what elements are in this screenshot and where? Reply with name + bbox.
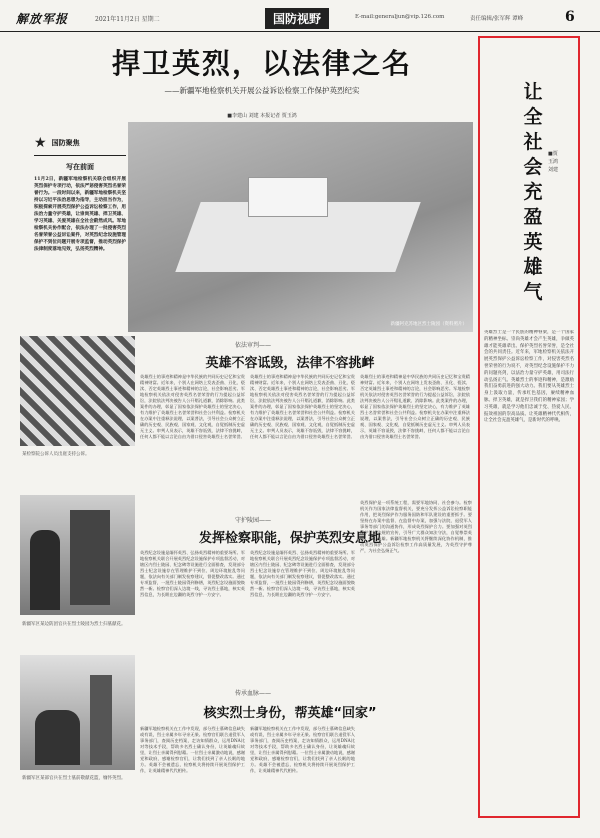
commentary-title: 让全社会充盈英雄气: [523, 81, 543, 303]
story2-body-col1: 英烈纪念设施是缅怀英烈、弘扬英烈精神的重要场所。军地检察机关联合开展英烈纪念设施保护专项监督活动，对辖区内烈士陵园、纪念碑等设施进行全面排查，发现部分烈士纪念设施存在管理维护不到位、周边环境脏乱等问题，依法向有关部门制发检察建议，督促整改落实。通过专项监督，一批烈士陵园得到修缮，英烈纪念设施面貌焕然一新。检察官们深入边境一线，寻访烈士墓地，核实英烈信息，为长眠在边疆的英烈守护一方安宁。: [140, 550, 245, 597]
monument: [90, 675, 112, 765]
commentary-body: 英雄烈士是一个民族的精神脊梁，是一个国家的精神坐标。崇尚英雄才会产生英雄，争做英雄才能英雄辈出。保护英烈名誉荣誉，是全社会的共同责任。近年来，军地检察机关依法开展英烈保护公益诉讼检察工作，对侵害英烈名誉荣誉的行为说不，对英烈纪念设施保护不力的问题亮剑，以法治力量守护英雄，用司法行动弘扬正气。英雄烈士的事迹和精神，是激励我们奋勇前进的强大动力。我们要从英雄烈士身上汲取力量，传承红色基因，赓续精神血脉。捍卫英雄，就是捍卫我们的精神家园；学习英雄，就是学习他们忠诚于党、热爱人民、报效祖国的崇高品质。让英雄精神代代相传，让全社会充盈英雄气，是新时代的呼唤。: [484, 330, 574, 424]
sidebar-tag: [34, 132, 124, 152]
story3-title: 核实烈士身份，帮英雄“回家”: [203, 706, 377, 721]
main-headline: 捍卫英烈，以法律之名: [111, 47, 412, 80]
sidebar-body: 11月2日，新疆军地检察机关联合组织开展英烈保护专项行动，依法严惩侵害英烈名誉荣誉行为。一段时间以来，新疆军地检察机关坚持以习近平法治思想为指导，主动担当作为，积极探索开展英烈保护公益诉讼检察工作，用法治力量守护英雄，让崇尚英雄、捍卫英雄、学习英雄、关爱英雄在全社会蔚然成风。军地检察机关协作配合，依法办理了一批侵害英烈名誉荣誉公益诉讼案件，对英烈纪念设施管理保护不到位问题开展专项监督，推动英烈保护法律制度落地见效，弘扬英烈精神。: [34, 177, 126, 252]
masthead: 解放军报: [16, 12, 69, 26]
memorial-hall: [248, 177, 328, 217]
main-subhead: ——新疆军地检察机关开展公益诉讼检察工作保护英烈纪实: [164, 86, 360, 95]
story1-kicker: 依法审判——: [235, 342, 272, 349]
story1-caption: 某检察院公诉人员出庭支持公诉。: [22, 452, 90, 457]
email-address: E-mail:generaljun@vip.126.com: [355, 14, 445, 20]
main-byline: ■李建山 刘建 本报记者 贾玉鸿: [227, 113, 297, 119]
section-title: 国防视野: [265, 8, 329, 29]
sidebar-title: 写在前面: [66, 163, 94, 171]
story3-body-col1: 新疆军地检察机关在工作中发现，部分烈士墓碑信息缺失或有误，烈士亲属多年寻亲无果。检察官们联合退役军人事务部门，查阅历史档案，走访知情群众，运用DNA比对等技术手段，帮助多名烈士确认身份，让英雄魂归故里，让烈士亲属得到慰藉。一位烈士亲属激动地说，感谢党和政府，感谢检察官们，让我们找到了亲人长眠的地方。英雄不会被遗忘，检察机关将持续开展英烈保护工作，让英雄精神代代相传。: [140, 726, 245, 773]
page-number: 6: [565, 9, 575, 25]
newspaper-collage-image: [20, 336, 135, 446]
story3-kicker: 传承血脉——: [235, 690, 272, 697]
soldiers-figures: [35, 710, 80, 765]
divider: [34, 155, 126, 156]
sidebar-tag-label: 国防聚焦: [51, 139, 80, 147]
story2-title: 发挥检察职能，保护英烈安息地: [198, 531, 381, 546]
story1-body-col1: 英雄烈士的事迹和精神是中华民族的共同历史记忆和宝贵精神财富。近年来，个别人在网络上发表歪曲、丑化、亵渎、否定英雄烈士事迹和精神的言论，社会影响恶劣。军地检察机关依法对侵害英烈名誉荣誉的行为提起公益诉讼，法院依法判决被告人公开赔礼道歉、消除影响。此类案件的办理，彰显了国家依法保护英雄烈士的坚定决心，有力维护了英雄烈士名誉荣誉和社会公共利益。检察机关在办案中注重释法说理，以案普法，引导社会公众树立正确的历史观、民族观、国家观、文化观，自觉抵制历史虚无主义。审判人员表示，英雄不容诋毁，法律不容挑衅，任何人都不能以言论自由为借口侵害英雄烈士名誉荣誉。: [140, 374, 245, 439]
star-icon: ★: [34, 135, 47, 151]
story3-body-col2: 新疆军地检察机关在工作中发现，部分烈士墓碑信息缺失或有误，烈士亲属多年寻亲无果。检察官们联合退役军人事务部门，查阅历史档案，走访知情群众，运用DNA比对等技术手段，帮助多名烈士确认身份，让英雄魂归故里，让烈士亲属得到慰藉。一位烈士亲属激动地说，感谢党和政府，感谢检察官们，让我们找到了亲人长眠的地方。英雄不会被遗忘，检察机关将持续开展英烈保护工作，让英雄精神代代相传。: [250, 726, 355, 773]
editors: 责任编辑/张军辉 谭峰: [470, 16, 524, 22]
story2-body-col2: 英烈纪念设施是缅怀英烈、弘扬英烈精神的重要场所。军地检察机关联合开展英烈纪念设施保护专项监督活动，对辖区内烈士陵园、纪念碑等设施进行全面排查，发现部分烈士纪念设施存在管理维护不到位、周边环境脏乱等问题，依法向有关部门制发检察建议，督促整改落实。通过专项监督，一批烈士陵园得到修缮，英烈纪念设施面貌焕然一新。检察官们深入边境一线，寻访烈士墓地，核实英烈信息，为长眠在边疆的英烈守护一方安宁。: [250, 550, 355, 597]
story2-caption: 新疆军区某边防团官兵在烈士陵园为烈士扫墓献花。: [22, 622, 126, 627]
center-column-body: 英烈保护是一项系统工程，需要军地协同、社会参与。检察机关作为国家法律监督机关，要充分发挥公益诉讼检察职能作用，把英烈保护作为服务国防和军队建设的重要抓手。要坚持在办案中监督、在监督中办案，加强与法院、退役军人事务等部门的沟通协作，形成英烈保护合力。要加强对英烈保护法律法规的宣传，引导广大群众知法守法，自觉尊崇英雄、捍卫英雄。新疆军地检察机关将继续深化协作机制，推动英烈保护公益诉讼检察工作高质量发展，为英烈守护尊严，为社会弘扬正气。: [360, 500, 472, 553]
cemetery-aerial-photo: [128, 122, 473, 332]
story1-body-col2: 英雄烈士的事迹和精神是中华民族的共同历史记忆和宝贵精神财富。近年来，个别人在网络上发表歪曲、丑化、亵渎、否定英雄烈士事迹和精神的言论，社会影响恶劣。军地检察机关依法对侵害英烈名誉荣誉的行为提起公益诉讼，法院依法判决被告人公开赔礼道歉、消除影响。此类案件的办理，彰显了国家依法保护英雄烈士的坚定决心，有力维护了英雄烈士名誉荣誉和社会公共利益。检察机关在办案中注重释法说理，以案普法，引导社会公众树立正确的历史观、民族观、国家观、文化观，自觉抵制历史虚无主义。审判人员表示，英雄不容诋毁，法律不容挑衅，任何人都不能以言论自由为借口侵害英雄烈士名誉荣誉。: [250, 374, 355, 439]
soldiers-tribute-photo: [20, 655, 135, 770]
issue-date: 2021年11月2日 星期二: [95, 16, 160, 23]
cemetery-visit-photo: [20, 495, 135, 615]
story1-title: 英雄不容诋毁，法律不容挑衅: [205, 356, 375, 371]
memorial-stele: [70, 510, 110, 605]
story2-kicker: 守护陵园——: [235, 517, 272, 524]
soldier-figure: [30, 530, 60, 610]
story3-caption: 新疆军区某部官兵在烈士墓前敬献花篮，缅怀英烈。: [22, 776, 126, 781]
story1-body-col3: 英雄烈士的事迹和精神是中华民族的共同历史记忆和宝贵精神财富。近年来，个别人在网络上发表歪曲、丑化、亵渎、否定英雄烈士事迹和精神的言论，社会影响恶劣。军地检察机关依法对侵害英烈名誉荣誉的行为提起公益诉讼，法院依法判决被告人公开赔礼道歉、消除影响。此类案件的办理，彰显了国家依法保护英雄烈士的坚定决心，有力维护了英雄烈士名誉荣誉和社会公共利益。检察机关在办案中注重释法说理，以案普法，引导社会公众树立正确的历史观、民族观、国家观、文化观，自觉抵制历史虚无主义。审判人员表示，英雄不容诋毁，法律不容挑衅，任何人都不能以言论自由为借口侵害英雄烈士名誉荣誉。: [360, 374, 470, 439]
photo-credit: 新疆阿克苏地区烈士陵园（资料照片）: [390, 322, 467, 327]
commentary-byline: ■贾玉鸿 刘建: [548, 151, 559, 173]
